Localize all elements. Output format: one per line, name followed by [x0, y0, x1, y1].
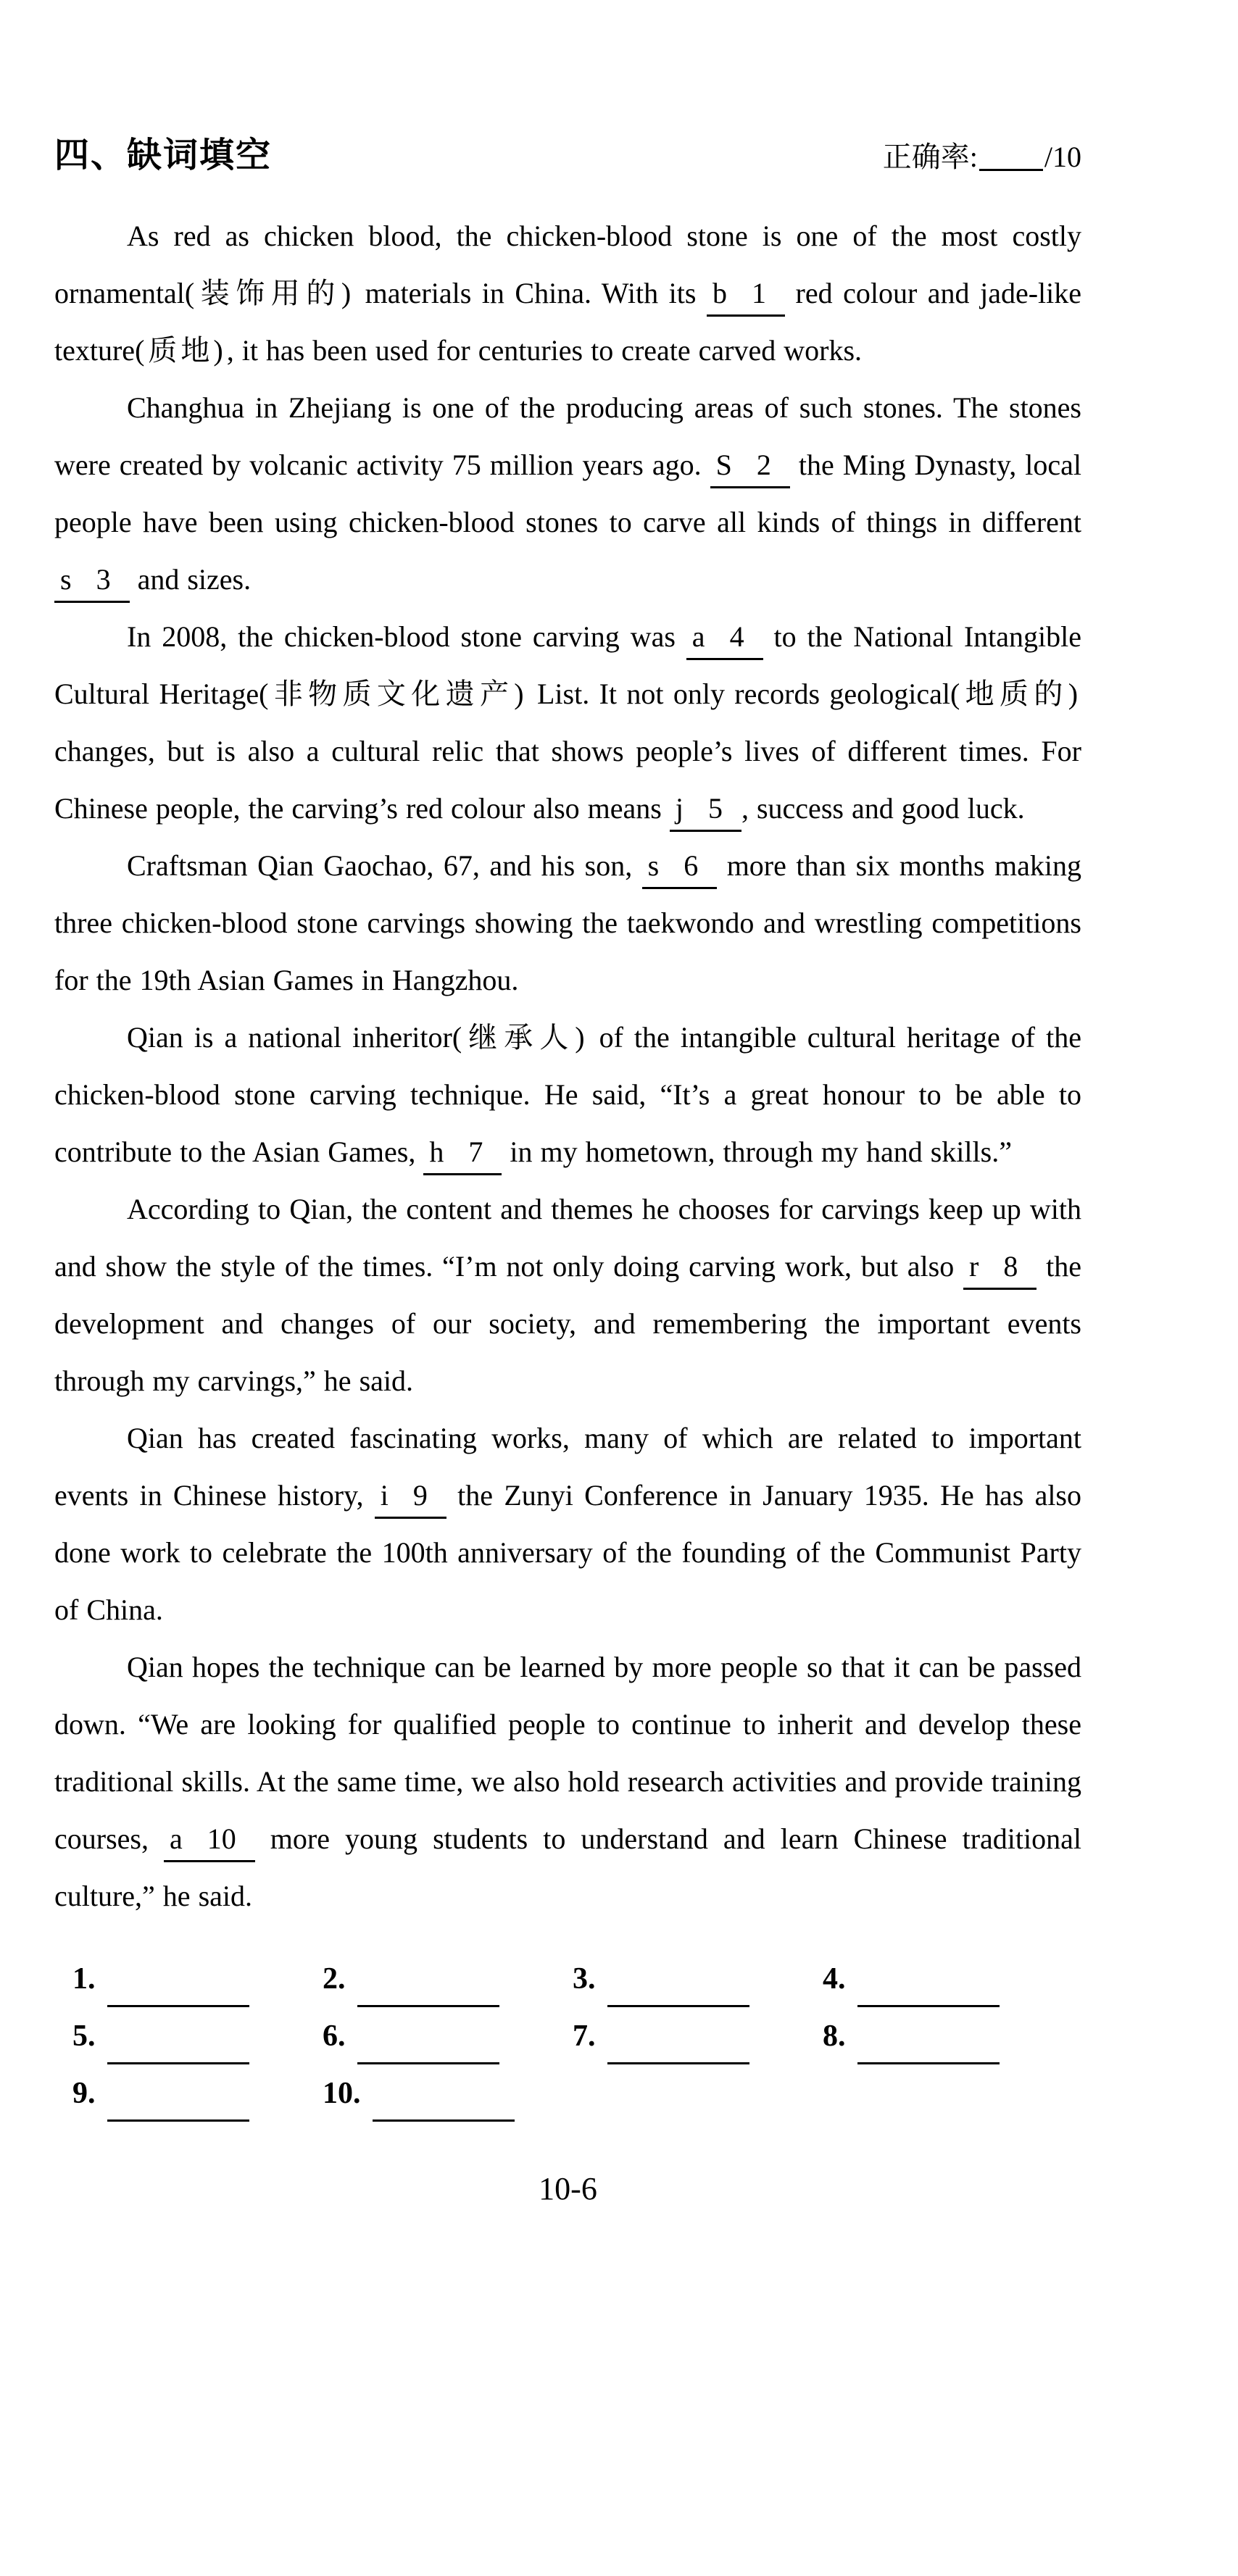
blank-number: 1 [751, 277, 766, 309]
text-run: Craftsman Qian Gaochao, 67, and his son, [127, 849, 642, 882]
text-run: to the National Intangible Cultural Heritage [54, 620, 1081, 710]
answer-number: 10. [323, 2077, 361, 2110]
blank-hint-letter: b [712, 277, 727, 309]
text-run: in my hometown, through my hand skills.” [502, 1135, 1012, 1168]
paragraph [54, 1638, 1081, 1925]
answer-line-6[interactable] [357, 2041, 499, 2064]
score-label: 正确率: [882, 141, 978, 173]
answer-number: 9. [72, 2077, 96, 2110]
text-run: and sizes. [129, 563, 252, 596]
answer-number: 8. [823, 2019, 846, 2053]
blank-hint-letter: i [380, 1479, 389, 1512]
answer-item-2 [323, 1951, 573, 2008]
fill-blank-2[interactable] [710, 449, 790, 488]
paragraph [54, 1409, 1081, 1638]
fill-blank-10[interactable] [164, 1822, 255, 1862]
paragraph [54, 1180, 1081, 1409]
blank-hint-letter: h [429, 1135, 444, 1168]
answer-number: 6. [323, 2019, 346, 2053]
blank-hint-letter: s [647, 849, 660, 882]
answer-item-9 [72, 2065, 323, 2122]
text-run: the Ming Dynasty, local people have been using chicken-blood stones to carve all kinds of things in different [54, 449, 1081, 538]
answer-item-5 [72, 2008, 323, 2065]
blank-number: 2 [756, 449, 771, 481]
paragraph [54, 837, 1081, 1009]
fill-blank-4[interactable] [686, 620, 763, 660]
blank-hint-letter: s [60, 563, 72, 596]
chinese-gloss: (地质的) [950, 678, 1082, 710]
score-area [883, 136, 1081, 178]
answer-line-9[interactable] [107, 2098, 249, 2122]
text-run: List. It not only records geological [527, 678, 950, 710]
text-run: In 2008, the chicken-blood stone carving was [127, 620, 686, 653]
blank-number: 3 [96, 563, 111, 596]
score-denominator: /10 [1044, 141, 1081, 173]
answer-line-1[interactable] [107, 1983, 249, 2007]
passage [54, 207, 1081, 1925]
text-run: materials in China. With its [354, 277, 707, 309]
answer-line-4[interactable] [857, 1983, 1000, 2007]
score-blank-line[interactable] [979, 168, 1043, 171]
text-run: changes, but is also a cultural relic that shows people’s lives of different times. For Chinese people, the carving’s red colour also means [54, 735, 1081, 825]
answer-line-10[interactable] [373, 2098, 515, 2122]
answer-line-2[interactable] [357, 1983, 499, 2007]
answer-number: 7. [573, 2019, 596, 2053]
blank-number: 7 [468, 1135, 483, 1168]
chinese-gloss: (继承人) [452, 1021, 589, 1054]
fill-blank-7[interactable] [423, 1135, 502, 1175]
text-run: , success and good luck. [741, 792, 1025, 825]
answer-item-10 [323, 2065, 573, 2122]
section-header [54, 135, 1081, 178]
answer-item-7 [573, 2008, 823, 2065]
text-run: the Zunyi Conference in January 1935. He has also done work to celebrate the 100th anniversary of the founding of the Communist Party of China. [54, 1479, 1082, 1626]
answer-sheet [54, 1951, 1087, 2122]
answer-item-6 [323, 2008, 573, 2065]
fill-blank-6[interactable] [642, 849, 718, 889]
text-run: Qian is a national inheritor [127, 1021, 452, 1054]
text-run: of the intangible cultural heritage of the chicken-blood stone carving technique. He said, “It’s a great honour to be able to contribute to the Asian Games, [54, 1021, 1081, 1168]
answer-line-8[interactable] [857, 2041, 1000, 2064]
text-run: , it has been used for centuries to create carved works. [226, 334, 863, 367]
blank-number: 6 [684, 849, 699, 882]
fill-blank-3[interactable] [54, 563, 130, 603]
paragraph [54, 608, 1081, 837]
chinese-gloss: (非物质文化遗产) [259, 678, 528, 710]
fill-blank-1[interactable] [707, 277, 785, 317]
text-run: more than six months making three chicken-blood stone carvings showing the taekwondo and wrestling competitions for the 19th Asian Games in Hangzhou. [54, 849, 1081, 996]
text-run: Qian hopes the technique can be learned by more people so that it can be passed down. “We are looking for qualified people to continue to inherit and develop these traditional skills. At the same time, we also hold research activities and provide training courses, [54, 1651, 1081, 1855]
blank-number: 5 [707, 792, 723, 825]
section-title: 四、缺词填空 [54, 136, 273, 175]
fill-blank-5[interactable] [670, 792, 741, 832]
answer-item-3 [573, 1951, 823, 2008]
blank-hint-letter: a [691, 620, 705, 653]
text-run: the development and changes of our society, and remembering the important events through my carvings,” he said. [54, 1250, 1081, 1397]
answer-number: 1. [72, 1962, 96, 1996]
text-run: red colour and jade-like texture [54, 277, 1081, 367]
text-run: Changhua in Zhejiang is one of the producing areas of such stones. The stones were created by volcanic activity 75 million years ago. [54, 391, 1081, 481]
answer-item-4 [823, 1951, 1073, 2008]
answer-line-5[interactable] [107, 2041, 249, 2064]
paragraph [54, 1009, 1081, 1180]
text-run: Qian has created fascinating works, many of which are related to important events in Chinese history, [54, 1422, 1081, 1512]
paragraph [54, 379, 1081, 608]
answer-number: 2. [323, 1962, 346, 1996]
fill-blank-8[interactable] [963, 1250, 1036, 1290]
answer-item-1 [72, 1951, 323, 2008]
blank-number: 8 [1003, 1250, 1018, 1283]
answer-number: 4. [823, 1962, 846, 1996]
answer-number: 5. [72, 2019, 96, 2053]
text-run: According to Qian, the content and themes he chooses for carvings keep up with and show the style of the times. “I’m not only doing carving work, but also [54, 1193, 1081, 1283]
chinese-gloss: (质地) [135, 334, 227, 367]
answer-line-3[interactable] [607, 1983, 749, 2007]
blank-number: 4 [729, 620, 744, 653]
fill-blank-9[interactable] [375, 1479, 446, 1519]
blank-hint-letter: j [675, 792, 684, 825]
text-run: more young students to understand and learn Chinese traditional culture,” he said. [54, 1822, 1081, 1912]
blank-number: 9 [412, 1479, 428, 1512]
page-number: 10-6 [539, 2171, 597, 2206]
paragraph [54, 207, 1081, 379]
answer-item-8 [823, 2008, 1073, 2065]
text-run: As red as chicken blood, the chicken-blood stone is one of the most costly ornamental [54, 220, 1081, 309]
blank-hint-letter: S [715, 449, 732, 481]
answer-number: 3. [573, 1962, 596, 1996]
blank-hint-letter: a [170, 1822, 183, 1855]
blank-hint-letter: r [969, 1250, 979, 1283]
chinese-gloss: (装饰用的) [184, 277, 355, 309]
blank-number: 10 [207, 1822, 236, 1855]
answer-line-7[interactable] [607, 2041, 749, 2064]
